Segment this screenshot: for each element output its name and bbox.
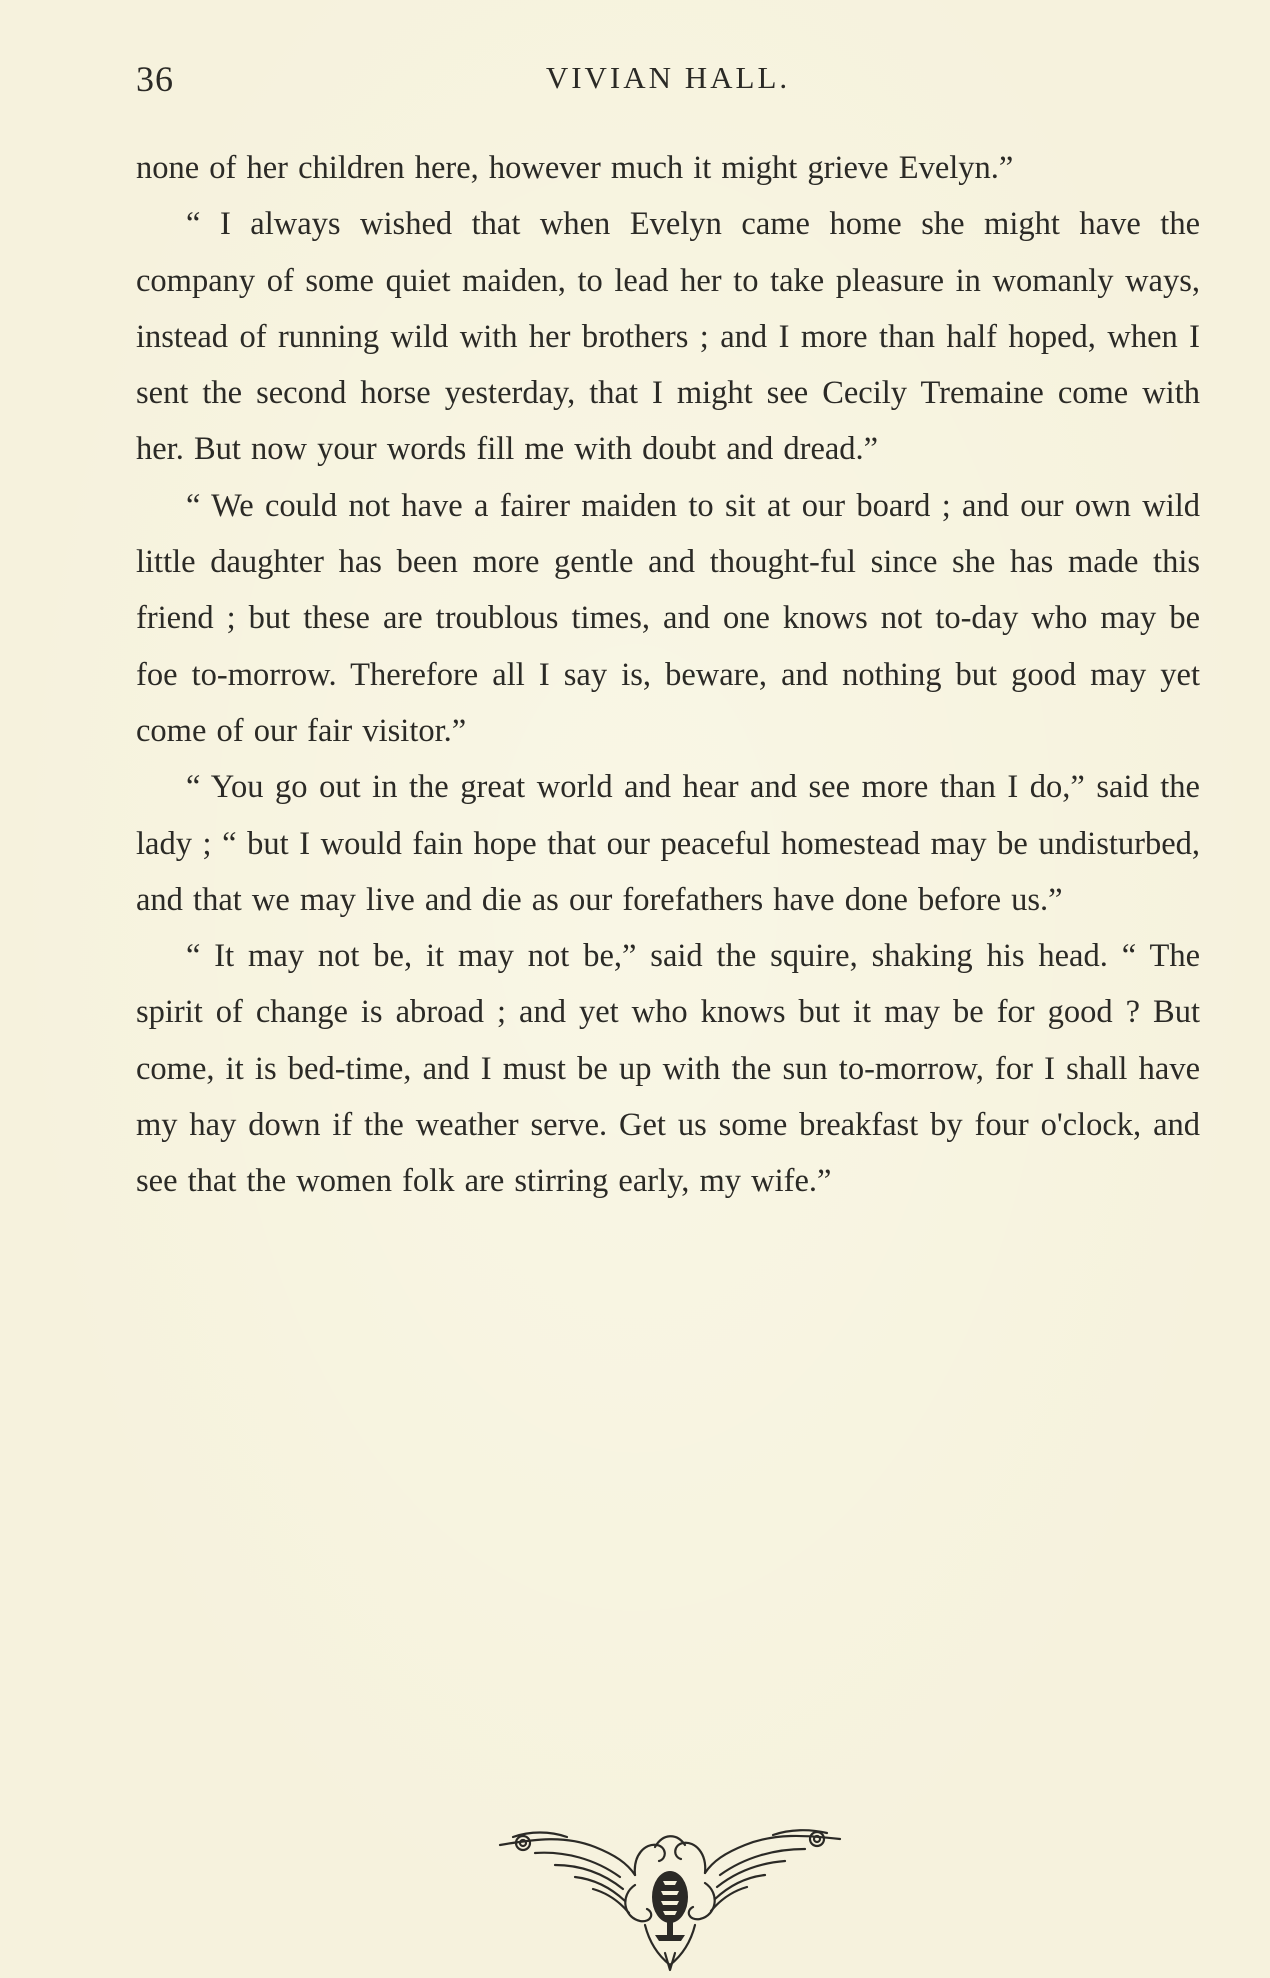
paragraph: “ It may not be, it may not be,” said the squire, shaking his head. “ The spirit of change is abroad ; and yet who knows but it may be for good ? But come, it is bed-time, and I must be up with the sun to-morrow, for I shall have my hay down if the weather serve. Get us some breakfast by four o'clock, and see that the women folk are stirring early, my wife.” bbox=[136, 938, 1200, 1200]
paragraph: “ I always wished that when Evelyn came home she might have the company of some quiet maiden, to lead her to take pleasure in womanly ways, instead of running wild with her brothers ; and I more than half hoped, when I sent the second horse yesterday, that I might see Cecily Tremaine come with her. But now your words fill me with doubt and dread.” bbox=[136, 206, 1200, 468]
winged-fleuron-ornament bbox=[495, 1975, 496, 1976]
paragraph: none of her children here, however much it might grieve Evelyn.” bbox=[136, 150, 1014, 186]
paragraph: “ You go out in the great world and hear and see more than I do,” said the lady ; “ but I would fain hope that our peaceful homestead may be undisturbed, and that we may live and die as our forefathers have done before us.” bbox=[136, 769, 1200, 918]
fleuron-icon bbox=[495, 1825, 845, 1975]
running-title: VIVIAN HALL. bbox=[545, 60, 791, 95]
running-head bbox=[136, 58, 1200, 108]
body-text bbox=[136, 140, 1200, 1210]
page-number: 36 bbox=[136, 59, 174, 99]
paragraph: “ We could not have a fairer maiden to sit at our board ; and our own wild little daughter has been more gentle and thought-ful since she has made this friend ; but these are troublous times, and one knows not to-day who may be foe to-morrow. Therefore all I say is, beware, and nothing but good may yet come of our fair visitor.” bbox=[136, 487, 1200, 749]
